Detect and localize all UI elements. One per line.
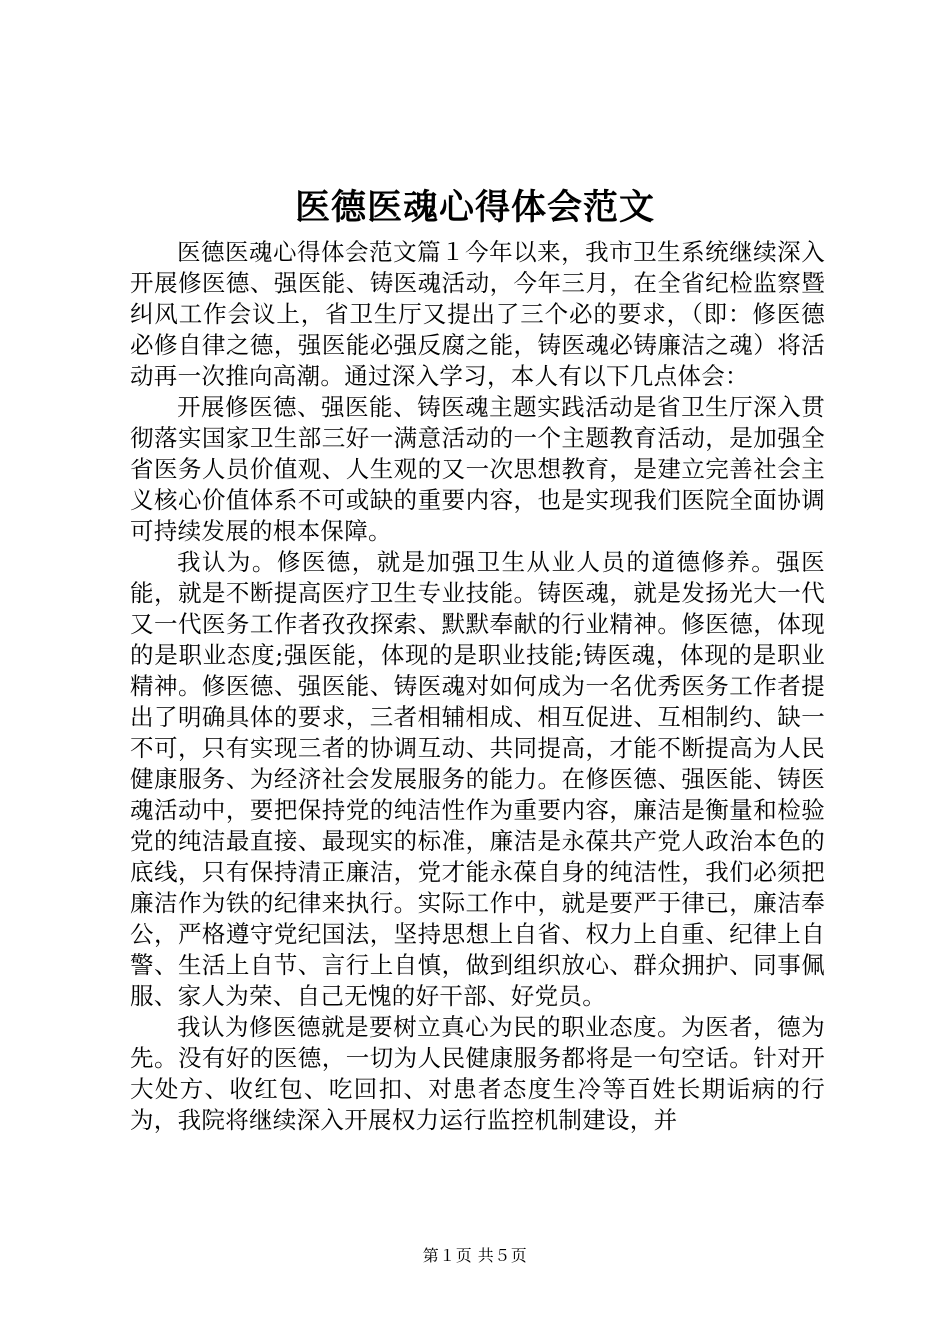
paragraph-1: 医德医魂心得体会范文篇１今年以来，我市卫生系统继续深入开展修医德、强医能、铸医魂活动，今年三月，在全省纪检监察暨纠风工作会议上，省卫生厅又提出了三个必的要求，（即：修医德必修自律之德，强医能必强反腐之能，铸医魂必铸廉洁之魂）将活动再一次推向高潮。通过深入学习，本人有以下几点体会： (130, 238, 825, 390)
document-title: 医德医魂心得体会范文 (294, 187, 655, 228)
paragraph-2: 开展修医德、强医能、铸医魂主题实践活动是省卫生厅深入贯彻落实国家卫生部三好一满意活动的一个主题教育活动，是加强全省医务人员价值观、人生观的又一次思想教育，是建立完善社会主义核心价值体系不可或缺的重要内容，也是实现我们医院全面协调可持续发展的根本保障。 (130, 393, 825, 545)
document-body (130, 237, 825, 1136)
paragraph-4: 我认为修医德就是要树立真心为民的职业态度。为医者，德为先。没有好的医德，一切为人民健康服务都将是一句空话。针对开大处方、收红包、吃回扣、对患者态度生冷等百姓长期诟病的行为，我院将继续深入开展权力运行监控机制建设，并 (130, 1013, 825, 1134)
page-number-footer: 第１页 共５页 (422, 1246, 528, 1265)
paragraph-3: 我认为。修医德，就是加强卫生从业人员的道德修养。强医能，就是不断提高医疗卫生专业技能。铸医魂，就是发扬光大一代又一代医务工作者孜孜探索、默默奉献的行业精神。修医德，体现的是职业态度;强医能，体现的是职业技能;铸医魂，体现的是职业精神。修医德、强医能、铸医魂对如何成为一名优秀医务工作者提出了明确具体的要求，三者相辅相成、相互促进、互相制约、缺一不可，只有实现三者的协调互动、共同提高，才能不断提高为人民健康服务、为经济社会发展服务的能力。在修医德、强医能、铸医魂活动中，要把保持党的纯洁性作为重要内容，廉洁是衡量和检验党的纯洁最直接、最现实的标准，廉洁是永葆共产党人政治本色的底线，只有保持清正廉洁，党才能永葆自身的纯洁性，我们必须把廉洁作为铁的纪律来执行。实际工作中，就是要严于律已，廉洁奉公，严格遵守党纪国法，坚持思想上自省、权力上自重、纪律上自警、生活上自节、言行上自慎，做到组织放心、群众拥护、同事佩服、家人为荣、自己无愧的好干部、好党员。 (130, 548, 825, 1010)
